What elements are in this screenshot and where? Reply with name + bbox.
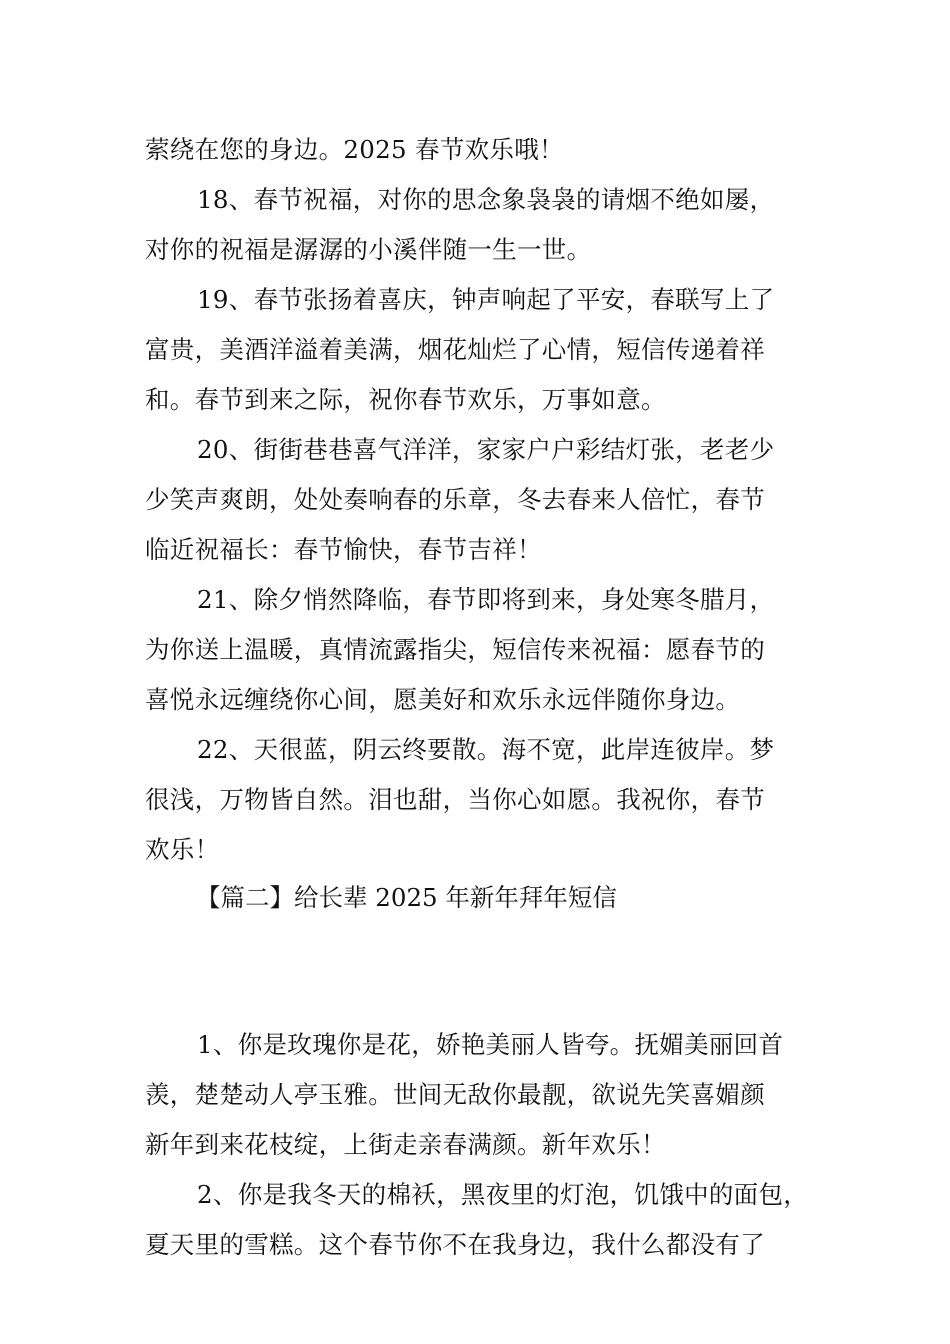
- text-line: 萦绕在您的身边。2025 春节欢乐哦！: [145, 135, 564, 164]
- text-line: 21、除夕悄然降临，春节即将到来，身处寒冬腊月，: [197, 585, 775, 614]
- text-line: 22、天很蓝，阴云终要散。海不宽，此岸连彼岸。梦: [197, 735, 775, 764]
- text-line: 对你的祝福是潺潺的小溪伴随一生一世。: [145, 235, 592, 264]
- text-line: 新年到来花枝绽，上街走亲春满颜。新年欢乐！: [145, 1130, 666, 1159]
- text-line: 2、你是我冬天的棉袄，黑夜里的灯泡，饥饿中的面包，: [197, 1180, 809, 1209]
- paragraph-22: [145, 725, 815, 875]
- text-line: 欢乐！: [145, 835, 220, 864]
- text-line: 少笑声爽朗，处处奏响春的乐章，冬去春来人倍忙，春节: [145, 485, 765, 514]
- text-line: 富贵，美酒洋溢着美满，烟花灿烂了心情，短信传递着祥: [145, 335, 765, 364]
- text-line: 1、你是玫瑰你是花，娇艳美丽人皆夸。抚媚美丽回首: [197, 1030, 784, 1059]
- paragraph-20: [145, 425, 815, 575]
- text-line: 18、春节祝福，对你的思念象袅袅的请烟不绝如屡，: [197, 185, 775, 214]
- paragraph-18: [145, 175, 815, 275]
- text-line: 羡，楚楚动人亭玉雅。世间无敌你最靓，欲说先笑喜媚颜: [145, 1080, 765, 1109]
- paragraph-continuation: [145, 125, 815, 175]
- text-line: 为你送上温暖，真情流露指尖，短信传来祝福：愿春节的: [145, 635, 765, 664]
- text-line: 夏天里的雪糕。这个春节你不在我身边，我什么都没有了: [145, 1230, 765, 1259]
- text-line: 很浅，万物皆自然。泪也甜，当你心如愿。我祝你，春节: [145, 785, 765, 814]
- paragraph-q2: [145, 1170, 815, 1270]
- text-line: 20、街街巷巷喜气洋洋，家家户户彩结灯张，老老少: [197, 435, 775, 464]
- text-line: 喜悦永远缠绕你心间，愿美好和欢乐永远伴随你身边。: [145, 685, 741, 714]
- text-line: 和。春节到来之际，祝你春节欢乐，万事如意。: [145, 385, 666, 414]
- paragraph-19: [145, 275, 815, 425]
- section-heading: 【篇二】给长辈 2025 年新年拜年短信: [196, 883, 617, 912]
- text-line: 临近祝福长：春节愉快，春节吉祥！: [145, 535, 542, 564]
- paragraph-21: [145, 575, 815, 725]
- paragraph-q1: [145, 1020, 815, 1170]
- text-line: 19、春节张扬着喜庆，钟声响起了平安，春联写上了: [197, 285, 775, 314]
